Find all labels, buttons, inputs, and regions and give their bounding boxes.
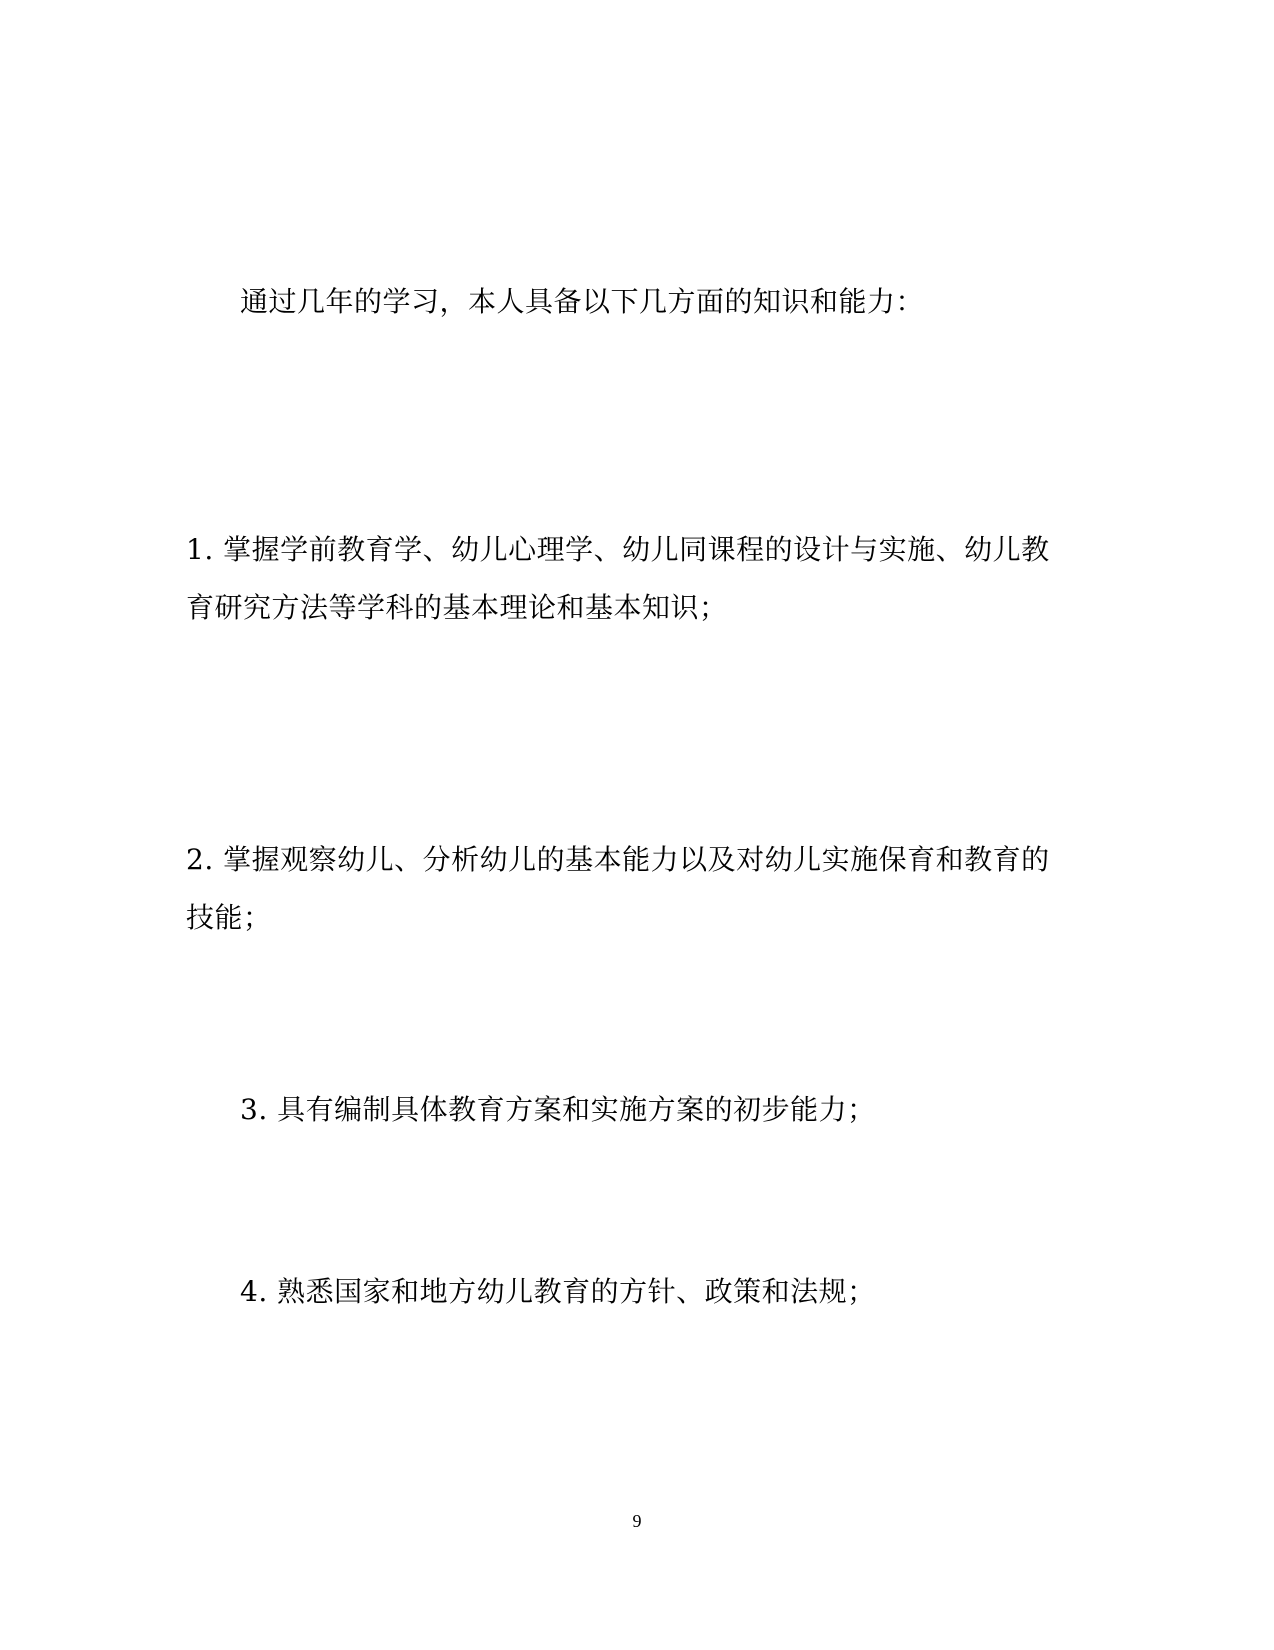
item-1-line-1: 1. 掌握学前教育学、幼儿心理学、幼儿同课程的设计与实施、幼儿教 [186, 533, 1050, 566]
item-3-line-1: 3. 具有编制具体教育方案和实施方案的初步能力； [240, 1093, 876, 1126]
intro-paragraph: 通过几年的学习，本人具备以下几方面的知识和能力： [240, 285, 925, 318]
item-1-line-2: 育研究方法等学科的基本理论和基本知识； [186, 591, 728, 624]
item-4-line-1: 4. 熟悉国家和地方幼儿教育的方针、政策和法规； [240, 1275, 876, 1308]
item-2-line-1: 2. 掌握观察幼儿、分析幼儿的基本能力以及对幼儿实施保育和教育的 [186, 843, 1050, 876]
item-2-line-2: 技能； [186, 901, 272, 934]
page-number: 9 [632, 1511, 642, 1531]
